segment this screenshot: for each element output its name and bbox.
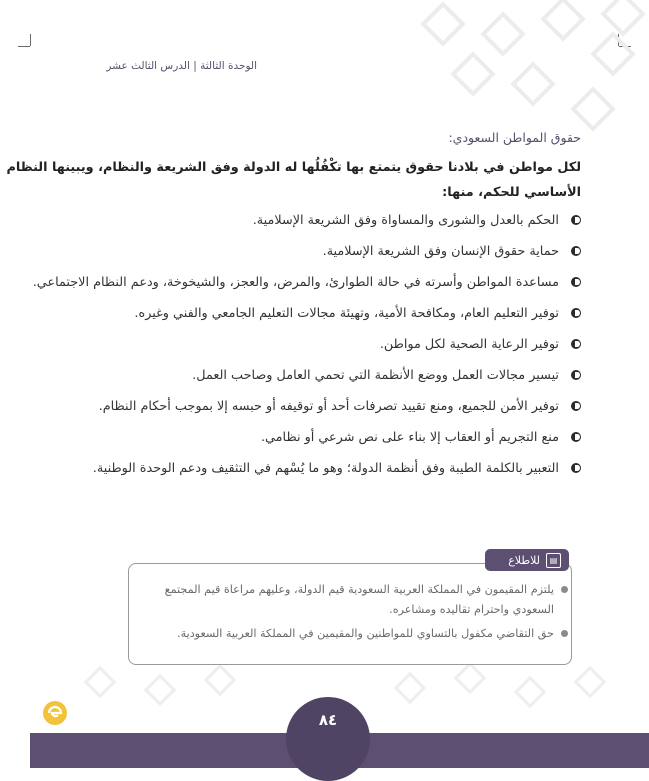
bullet-icon (571, 432, 581, 442)
unit-lesson-header: الوحدة الثالثة | الدرس الثالث عشر (106, 60, 257, 72)
list-item-text: الحكم بالعدل والشورى والمساواة وفق الشريعة الإسلامية. (252, 213, 559, 228)
list-item (0, 426, 581, 449)
book-icon: ▤ (546, 553, 561, 568)
bullet-icon (571, 215, 581, 225)
main-content (0, 130, 581, 488)
footer-band-edge (0, 733, 30, 768)
bullet-icon (561, 586, 568, 593)
crop-mark (30, 34, 31, 46)
list-item-text: حماية حقوق الإنسان وفق الشريعة الإسلامية. (322, 244, 559, 259)
bullet-icon (571, 339, 581, 349)
section-subtitle: حقوق المواطن السعودي: (448, 130, 581, 145)
list-item-text: يلتزم المقيمون في المملكة العربية السعودية قيم الدولة، وعليهم مراعاة قيم المجتمع السعودي واحترام تقاليده ومشاعره. (164, 583, 554, 616)
list-item (0, 240, 581, 263)
list-item (0, 395, 581, 418)
bullet-icon (571, 308, 581, 318)
list-item-text: توفير الرعاية الصحية لكل مواطن. (379, 337, 559, 352)
intro-paragraph: لكل مواطن في بلادنا حقوق يتمتع بها تكْفُلُها له الدولة وفق الشريعة والنظام، ويبينها النظام الأساسي للحكم، منها: (6, 160, 581, 200)
decorative-pattern (389, 0, 649, 150)
bullet-icon (571, 401, 581, 411)
bullet-icon (571, 463, 581, 473)
rights-list (0, 209, 581, 480)
list-item-text: تيسير مجالات العمل ووضع الأنظمة التي تحمي العامل وصاحب العمل. (192, 368, 559, 383)
bullet-icon (571, 246, 581, 256)
page-number-badge (286, 697, 370, 781)
info-box-tab (485, 549, 569, 571)
list-item (0, 271, 581, 294)
bullet-icon (571, 277, 581, 287)
list-item-text: منع التجريم أو العقاب إلا بناء على نص شرعي أو نظامي. (260, 430, 559, 445)
list-item (0, 209, 581, 232)
page-number: ٨٤ (318, 711, 338, 729)
info-box-title: للاطلاع (508, 553, 540, 567)
info-list (138, 580, 568, 648)
list-item-text: توفير الأمن للجميع، ومنع تقييد تصرفات أحد أو توقيفه أو حبسه إلا بموجب أحكام النظام. (98, 399, 559, 414)
list-item (138, 624, 568, 644)
list-item (0, 364, 581, 387)
list-item (0, 333, 581, 356)
list-item (0, 302, 581, 325)
crop-mark (18, 46, 30, 47)
bullet-icon (561, 630, 568, 637)
list-item-text: التعبير بالكلمة الطيبة وفق أنظمة الدولة؛ وهو ما يُسْهم في التثقيف ودعم الوحدة الوطنية. (92, 461, 559, 476)
list-item-text: حق التقاضي مكفول بالتساوي للمواطنين والمقيمين في المملكة العربية السعودية. (177, 627, 554, 640)
list-item-text: مساعدة المواطن وأسرته في حالة الطوارئ، والمرض، والعجز، والشيخوخة، ودعم النظام الاجتماعي. (32, 275, 559, 290)
list-item (138, 580, 568, 620)
publisher-logo-icon (42, 700, 68, 726)
bullet-icon (571, 370, 581, 380)
list-item-text: توفير التعليم العام، ومكافحة الأمية، وتهيئة مجالات التعليم الجامعي والفني وغيره. (134, 306, 559, 321)
list-item (0, 457, 581, 480)
